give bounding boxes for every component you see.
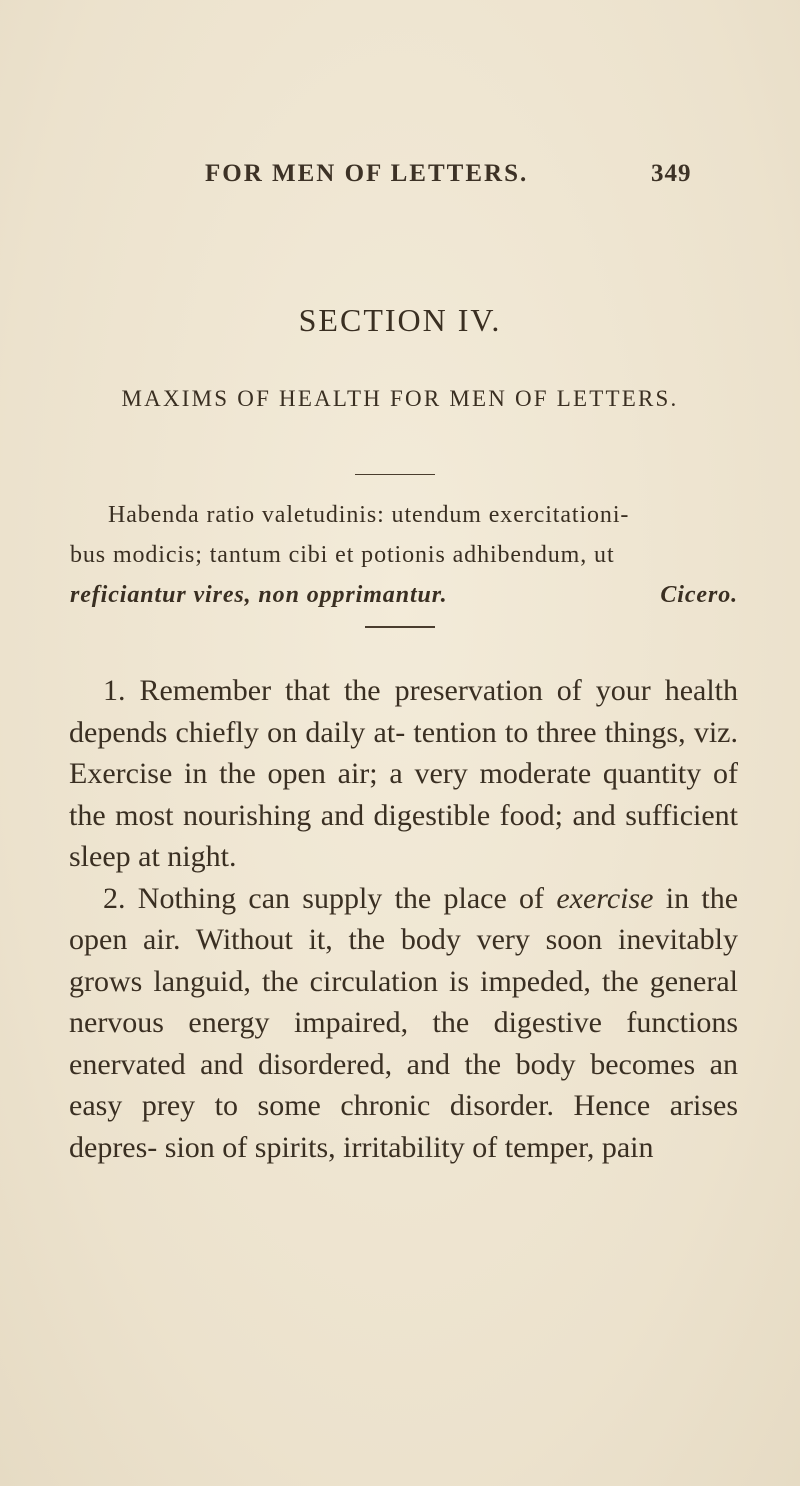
epigraph-line-italic: reficiantur vires, non opprimantur. xyxy=(70,582,448,608)
paragraph-1: 1. Remember that the preservation of your health depends chiefly on daily at- tention to three things, viz. Exercise in the open air; a very moderate quantity of the most nourishing and digestible food; and sufficient sleep at night. xyxy=(69,674,738,873)
paragraph-2-emphasis: exercise xyxy=(556,881,654,915)
paragraph-2-number: 2. xyxy=(103,881,126,915)
page-number: 349 xyxy=(651,160,692,187)
divider-rule-bottom xyxy=(365,626,435,628)
epigraph xyxy=(70,495,738,615)
paragraph-2-text-a: Nothing can supply the place of xyxy=(137,881,545,915)
epigraph-line xyxy=(70,575,738,615)
section-subtitle: MAXIMS OF HEALTH FOR MEN OF LETTERS. xyxy=(121,386,679,411)
epigraph-line: bus modicis; tantum cibi et potionis adhibendum, ut xyxy=(70,542,615,568)
body-text xyxy=(69,670,738,1168)
running-title: FOR MEN OF LETTERS. xyxy=(205,160,529,187)
epigraph-attribution: Cicero. xyxy=(660,582,738,608)
section-title: SECTION IV. xyxy=(298,302,502,338)
paragraph-2 xyxy=(69,878,738,1169)
divider-rule-top xyxy=(355,474,435,475)
epigraph-line: Habenda ratio valetudinis: utendum exercitationi- xyxy=(108,502,630,528)
running-head xyxy=(0,160,800,200)
paragraph-2-text-b: in the open air. Without it, the body very soon inevitably grows languid, the circulation is impeded, the general nervous energy impaired, the digestive functions enervated and disordered, and the body becomes an easy prey to some chronic disorder. Hence arises depres- sion of spirits, irritability of temper, pain xyxy=(69,881,739,1164)
